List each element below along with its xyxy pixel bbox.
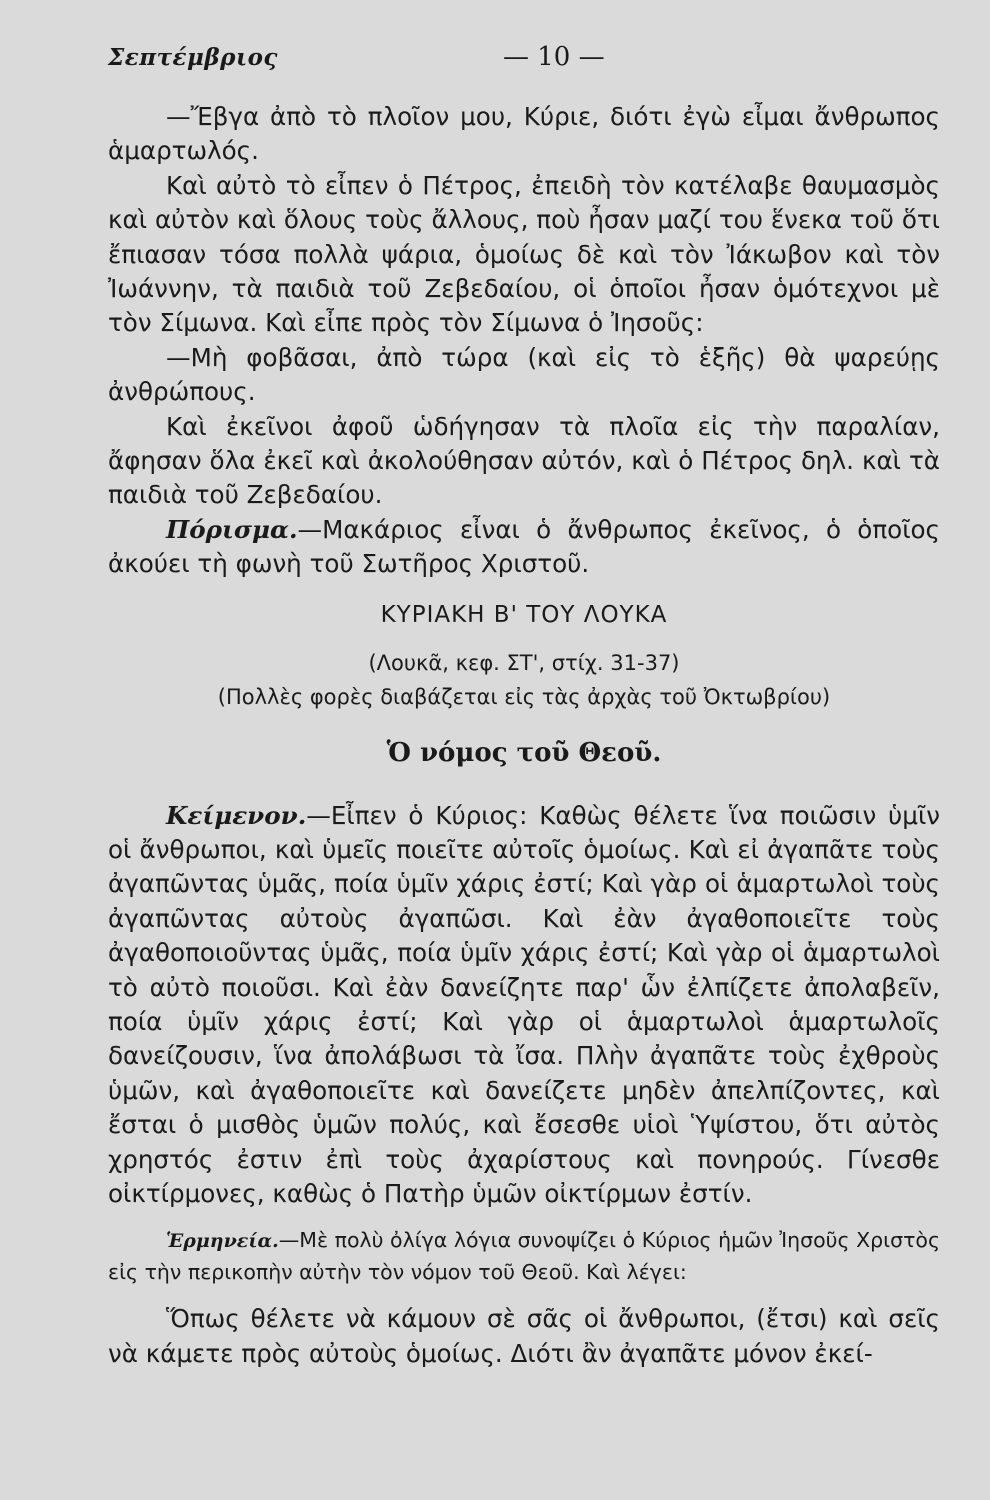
body-text — [108, 100, 940, 1371]
sunday-heading: ΚΥΡΙΑΚΗ Β' ΤΟΥ ΛΟΥΚΑ — [380, 601, 668, 628]
paragraph-scripture-text: Κείμενον.—Εἶπεν ὁ Κύριος: Καθὼς θέλετε ἵνα ποιῶσιν ὑμῖν οἱ ἄνθρωποι, καὶ ὑμεῖς ποιεῖτε αὐτοῖς ὁμοίως. Καὶ εἰ ἀγαπᾶτε τοὺς ἀγαπῶντας ὑμᾶς, ποία ὑμῖν χάρις ἐστί; Καὶ γὰρ οἱ ἁμαρτωλοὶ τοὺς ἀγαπῶντας αὐτοὺς ἀγαπῶσι. Καὶ ἐὰν ἀγαθοποιεῖτε τοὺς ἀγαθοποιοῦντας ὑμᾶς, ποία ὑμῖν χάρις ἐστί; Καὶ γὰρ οἱ ἁμαρτωλοὶ τὸ αὐτὸ ποιοῦσι. Καὶ ἐὰν δανείζητε παρ' ὧν ἐλπίζετε ἀπολαβεῖν, ποία ὑμῖν χάρις ἐστί; Καὶ γὰρ οἱ ἁμαρτωλοὶ ἁμαρτωλοῖς δανείζουσιν, ἵνα ἀπολάβωσι τὰ ἴσα. Πλὴν ἀγαπᾶτε τοὺς ἐχθροὺς ὑμῶν, καὶ ἀγαθοποιεῖτε καὶ δανείζετε μηδὲν ἀπελπίζοντες, καὶ ἔσται ὁ μισθὸς ὑμῶν πολύς, καὶ ἔσεσθε υἱοὶ Ὑψίστου, ὅτι αὐτὸς χρηστός ἐστιν ἐπὶ τοὺς ἀχαρίστους καὶ πονηρούς. Γίνεσθε οἰκτίρμονες, καθὼς ὁ Πατὴρ ὑμῶν οἰκτίρμων ἐστίν. — [108, 800, 940, 1208]
conclusion-lead: Πόρισμα. — [166, 514, 298, 544]
reading-note: (Πολλὲς φορὲς διαβάζεται εἰς τὰς ἀρχὰς τοῦ Ὀκτωβρίου) — [217, 685, 831, 710]
paragraph-followed: Καὶ ἐκεῖνοι ἀφοῦ ὡδήγησαν τὰ πλοῖα εἰς τὴν παραλίαν, ἄφησαν ὅλα ἐκεῖ καὶ ἀκολούθησαν αὐτόν, καὶ ὁ Πέτρος δηλ. καὶ τὰ παιδιὰ τοῦ Ζεβεδαίου. — [108, 411, 940, 510]
paragraph-astonishment: Καὶ αὐτὸ τὸ εἶπεν ὁ Πέτρος, ἐπειδὴ τὸν κατέλαβε θαυμασμὸς καὶ αὐτὸν καὶ ὅλους τοὺς ἄλλους, ποὺ ἦσαν μαζί του ἕνεκα τοῦ ὅτι ἔπιασαν τόσα πολλὰ ψάρια, ὁμοίως δὲ καὶ τὸν Ἰάκωβον καὶ τὸν Ἰωάννην, τὰ παιδιὰ τοῦ Ζεβεδαίου, οἱ ὁποῖοι ἦσαν ὁμότεχνοι μὲ τὸν Σίμωνα. Καὶ εἶπε πρὸς τὸν Σίμωνα ὁ Ἰησοῦς: — [108, 170, 940, 338]
paragraph-conclusion: Πόρισμα.—Μακάριος εἶναι ὁ ἄνθρωπος ἐκεῖνος, ὁ ὁποῖος ἀκούει τὴ φωνὴ τοῦ Σωτῆρος Χριστοῦ. — [108, 514, 940, 579]
paragraph-fear-not: —Μὴ φοβᾶσαι, ἀπὸ τώρα (καὶ εἰς τὸ ἑξῆς) θὰ ψαρεύῃς ἀνθρώπους. — [108, 342, 940, 407]
paragraph-peter-speech: —Ἔβγα ἀπὸ τὸ πλοῖον μου, Κύριε, διότι ἐγὼ εἶμαι ἄνθρωπος ἁμαρτωλός. — [108, 102, 940, 166]
section-title: Ὁ νόμος τοῦ Θεοῦ. — [386, 738, 662, 769]
scripture-text-lead: Κείμενον. — [166, 800, 307, 830]
page-header — [108, 38, 940, 78]
month-heading: Σεπτέμβριος — [108, 44, 278, 71]
scripture-reference: (Λουκᾶ, κεφ. ΣΤ', στίχ. 31-37) — [368, 651, 680, 676]
paragraph-closing: Ὅπως θέλετε νὰ κάμουν σὲ σᾶς οἱ ἄνθρωποι, (ἔτσι) καὶ σεῖς νὰ κάμετε πρὸς αὐτοὺς ὁμοίως. Διότι ἂν ἀγαπᾶτε μόνον ἐκεί- — [108, 1304, 940, 1368]
interpretation-lead: Ἑρμηνεία. — [166, 1230, 279, 1253]
paragraph-interpretation: Ἑρμηνεία.—Μὲ πολὺ ὀλίγα λόγια συνοψίζει ὁ Κύριος ἡμῶν Ἰησοῦς Χριστὸς εἰς τὴν περικοπὴν αὐτὴν τὸν νόμον τοῦ Θεοῦ. Καὶ λέγει: — [108, 1228, 940, 1285]
page-number: — 10 — — [503, 42, 605, 72]
